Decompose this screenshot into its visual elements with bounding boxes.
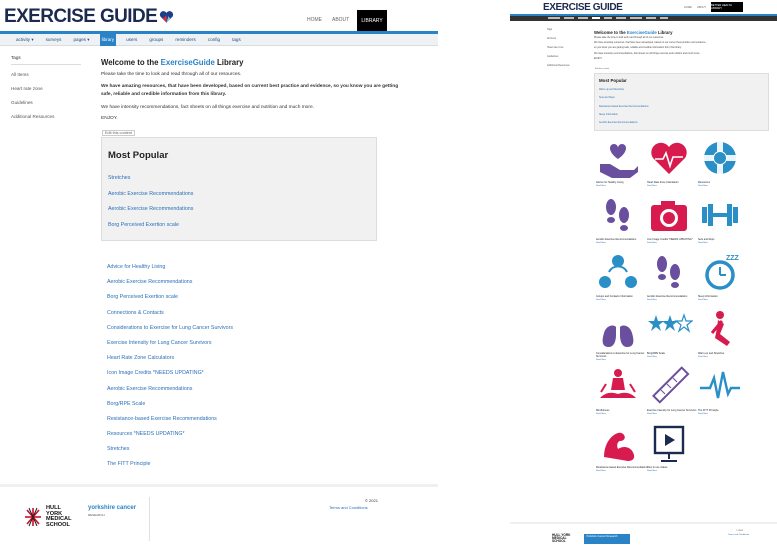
tags-sidebar <box>11 55 81 128</box>
stars-icon <box>647 309 693 351</box>
popular-link[interactable]: Aerobic Exercise Recommendations <box>108 206 194 212</box>
read-more-link[interactable]: Read More <box>647 185 657 187</box>
resource-tile[interactable] <box>647 366 699 424</box>
resource-tile[interactable] <box>596 138 648 196</box>
read-more-link[interactable]: Read More <box>596 359 606 361</box>
mini-most-popular <box>594 73 769 131</box>
most-popular-heading: Most Popular <box>108 150 169 161</box>
resource-link[interactable]: Icon Image Credits *NEEDS UPDATING* <box>107 370 204 377</box>
mini-popular-link: Warm-up and Stretches <box>599 88 625 91</box>
subnav-config[interactable]: config <box>207 36 221 42</box>
hands-heart-icon <box>596 138 642 180</box>
mini-popular-heading: Most Popular <box>599 78 627 83</box>
resource-tile[interactable] <box>698 309 750 367</box>
heart-pulse-icon <box>647 138 693 180</box>
mini-line: Please take the time to look and read through all of our resources. <box>594 36 664 39</box>
site-logo[interactable] <box>4 6 174 28</box>
yc-name: yorkshire cancer <box>88 505 137 511</box>
read-more-link[interactable]: Read More <box>698 356 708 358</box>
sidebar-item-guidelines[interactable]: Guidelines <box>11 100 33 105</box>
footer <box>0 484 438 556</box>
resource-tile-label: Borg/RPE Scale Read More <box>647 352 701 359</box>
sub-navigation <box>0 34 438 46</box>
resource-tile-label: Resistance-based Exercise Recommendations Read More <box>596 466 650 473</box>
heart-logo-icon <box>159 10 174 24</box>
yorkshire-cancer-logo <box>88 505 136 519</box>
resource-link[interactable]: Borg Perceived Exertion scale <box>107 294 178 301</box>
read-more-link[interactable]: Read More <box>698 242 708 244</box>
alarm-clock-icon <box>698 252 744 294</box>
read-more-link[interactable]: Read More <box>647 356 657 358</box>
hull-line: SCHOOL <box>46 521 70 528</box>
stretch-icon <box>698 309 744 351</box>
most-popular-box <box>101 137 377 241</box>
read-more-link[interactable]: Read More <box>647 299 657 301</box>
terms-link[interactable]: Terms and Conditions <box>329 505 368 510</box>
mini-sidebar-item: Guidelines <box>547 55 559 58</box>
mini-sidebar-item: Tags <box>547 28 553 31</box>
resource-tile-label: Advice for Healthy Living Read More <box>596 181 650 188</box>
resource-tile[interactable] <box>647 423 699 481</box>
mini-edit: Edit this content <box>595 68 610 70</box>
title-prefix: Welcome to the <box>101 58 161 67</box>
subnav-tags[interactable]: tags <box>232 36 241 42</box>
subnav-library[interactable]: library <box>100 34 117 46</box>
mini-terms: Terms and Conditions <box>728 534 750 536</box>
resource-link[interactable]: Aerobic Exercise Recommendations <box>107 385 193 392</box>
mini-logo: EXERCISE GUIDE <box>543 2 623 13</box>
mini-hull-logo: HULL YORK MEDICAL SCHOOL <box>552 533 571 544</box>
resource-tile-label: Warm-up and Stretches Read More <box>698 352 752 359</box>
nav-library[interactable]: LIBRARY <box>357 10 387 32</box>
resource-link[interactable]: Borg/RPE Scale <box>107 400 146 407</box>
mini-nav-home: HOME <box>684 6 692 9</box>
video-icon <box>647 423 693 465</box>
mini-popular-link: Sleep Information <box>599 112 618 116</box>
dumbbell-icon <box>698 195 744 237</box>
page-overview <box>510 0 777 556</box>
yc-sub: RESEARCH <box>88 513 105 517</box>
hull-york-logo <box>23 506 71 528</box>
sidebar-item-heart-rate-zone[interactable]: Heart rate zone <box>11 86 43 91</box>
intro-text-1: Please take the time to look and read through all of our resources. <box>101 72 242 77</box>
header <box>0 0 438 32</box>
mini-header <box>510 0 777 14</box>
resource-tile-label: Sleep Information Read More <box>698 295 752 302</box>
resource-list <box>107 264 233 477</box>
read-more-link[interactable]: Read More <box>698 413 708 415</box>
subnav-groups[interactable]: groups <box>149 36 164 42</box>
mini-line: ENJOY. <box>594 56 603 60</box>
mini-popular-link: Aerobic Exercise Recommendations <box>599 121 638 125</box>
title-brand: ExerciseGuide <box>160 58 215 67</box>
resource-link[interactable]: Exercise Intensity for Lung Cancer Survivors <box>107 339 212 346</box>
resource-tile-label: Aerobic Exercise Recommendations Read More <box>647 295 701 302</box>
mini-sidebar-item: All Items <box>547 37 557 40</box>
resource-tile-label: Groups and Contacts Information Read More <box>596 295 650 302</box>
mini-yc-logo: Yorkshire Cancer Research <box>584 534 630 544</box>
mini-copyright: © 2021 <box>736 530 744 532</box>
sidebar-item-all-items[interactable]: All Items <box>11 72 29 77</box>
subnav-surveys[interactable]: surveys <box>45 36 62 42</box>
title-suffix: Library <box>214 58 244 67</box>
resource-tile[interactable] <box>596 366 648 424</box>
mini-footer <box>510 522 777 556</box>
resource-tile[interactable] <box>647 195 699 253</box>
resource-link[interactable]: Heart Rate Zone Calculators <box>107 355 175 362</box>
resource-tile-label: Heart Rate Zone Calculators Read More <box>647 181 701 188</box>
pulse-line-icon <box>698 366 744 408</box>
mini-popular-link: Sets and Reps <box>599 96 615 100</box>
mini-popular-link: Resistance-based Exercise Recommendations <box>599 104 649 108</box>
mini-sidebar-item: Additional Resources <box>547 64 570 67</box>
footprints-icon <box>596 195 642 237</box>
resource-tile[interactable] <box>698 195 750 253</box>
mini-sidebar <box>547 28 570 73</box>
mini-nav-about: ABOUT <box>697 6 706 9</box>
flexed-arm-icon <box>596 423 642 465</box>
resource-link[interactable]: Resources *NEEDS UPDATING* <box>107 431 185 438</box>
resource-link[interactable]: Considerations to Exercise for Lung Cancer Survivors <box>107 324 234 331</box>
sidebar-heading: Tags <box>11 55 81 65</box>
resource-tile-label: Resources Read More <box>698 181 752 188</box>
resource-tile[interactable] <box>647 252 699 310</box>
resource-tile[interactable] <box>647 309 699 367</box>
resource-tile-label: The FITT Principle Read More <box>698 409 752 416</box>
resource-tile-label: Considerations to Exercise for Lung Cancer Survivors Read More <box>596 352 650 362</box>
read-more-link[interactable]: Read More <box>698 299 708 301</box>
mini-title-prefix: Welcome to the <box>594 30 627 35</box>
resource-tile[interactable] <box>698 366 750 424</box>
intro-text-2: We have amazing resources, that have been developed, based on current best practice and evidence, so you know you are getting safe, reliable and credible information from this library. <box>101 84 399 97</box>
resource-link[interactable]: Stretches <box>107 446 130 453</box>
svg-text:ZZZ: ZZZ <box>726 255 739 262</box>
read-more-link[interactable]: Read More <box>698 185 708 187</box>
popular-link[interactable]: Aerobic Exercise Recommendations <box>108 190 194 197</box>
lifebuoy-icon <box>698 138 744 180</box>
resource-tile[interactable] <box>596 195 648 253</box>
footer-divider <box>149 497 150 541</box>
read-more-link[interactable]: Read More <box>647 470 657 472</box>
subnav-users[interactable]: users <box>126 36 138 42</box>
hull-line: HULL <box>46 505 61 511</box>
hull-line: MEDICAL <box>46 516 72 523</box>
mini-nav-library: BETTER HEALTH LIBRARY <box>711 2 743 12</box>
mini-title-brand: ExerciseGuide <box>626 30 657 35</box>
read-more-link[interactable]: Read More <box>596 413 606 415</box>
resource-tile[interactable] <box>698 252 750 310</box>
read-more-link[interactable]: Read More <box>596 299 606 301</box>
read-more-link[interactable]: Read More <box>647 242 657 244</box>
mini-title-suffix: Library <box>656 30 673 35</box>
library-intro <box>101 58 401 121</box>
resource-tile[interactable] <box>596 252 648 310</box>
mini-line: We have amazing resources, that have been developed, based on our current best practice and evidence, <box>594 41 707 45</box>
copyright: © 2021 <box>365 498 378 503</box>
resource-tile[interactable] <box>698 138 750 196</box>
resource-tile-label: Icon Image Credits *NEEDS UPDATING* Read More <box>647 238 701 245</box>
mini-line: We have intensity recommendations, fact sheets on all things exercise and nutrition and much more. <box>594 51 701 55</box>
read-more-link[interactable]: Read More <box>596 185 606 187</box>
page-title <box>101 58 401 67</box>
resource-tile-label: Sets and Reps Read More <box>698 238 752 245</box>
resource-tile-label: Exercise Intensity for Lung Cancer Survivors Read More <box>647 409 701 416</box>
resource-tile[interactable] <box>647 138 699 196</box>
mini-subnav <box>510 16 777 21</box>
subnav-pages[interactable]: pages ▾ <box>73 36 90 42</box>
nav-about[interactable]: ABOUT <box>332 17 350 23</box>
resource-tile[interactable] <box>596 423 648 481</box>
nav-home[interactable]: HOME <box>307 17 322 23</box>
hull-york-emblem-icon <box>23 506 43 528</box>
sidebar-item-additional-resources[interactable]: Additional Resources <box>11 114 55 119</box>
mini-intro <box>594 36 746 62</box>
hull-york-text <box>46 506 71 528</box>
intro-text-4: ENJOY. <box>101 116 118 121</box>
read-more-link[interactable]: Read More <box>596 242 606 244</box>
resource-tile-label: How to use videos Read More <box>647 466 701 473</box>
logo-text: EXERCISE GUIDE <box>4 6 158 27</box>
mini-title <box>594 30 673 35</box>
read-more-link[interactable]: Read More <box>596 470 606 472</box>
camera-icon <box>647 195 693 237</box>
resource-tile-label: Mindfulness Read More <box>596 409 650 416</box>
people-network-icon <box>596 252 642 294</box>
subnav-reminders[interactable]: reminders <box>175 36 196 42</box>
intro-text-3: We have intensity recommendations, fact sheets on all things exercise and nutrition and much more. <box>101 105 314 110</box>
ruler-icon <box>647 366 693 408</box>
resource-link[interactable]: Connections & Contacts <box>107 309 164 316</box>
subnav-activity[interactable]: activity ▾ <box>16 36 34 42</box>
mini-sidebar-item: Heart rate zone <box>547 46 564 49</box>
popular-link[interactable]: Stretches <box>108 175 131 181</box>
popular-link[interactable]: Borg Perceived Exertion scale <box>108 221 179 228</box>
lungs-icon <box>596 309 642 351</box>
resource-tile[interactable] <box>596 309 648 367</box>
resource-link[interactable]: Resistance-based Exercise Recommendations <box>107 415 217 422</box>
hull-line: YORK <box>46 510 63 517</box>
edit-content-button[interactable]: Edit this content <box>102 130 135 136</box>
resource-tile-label: Aerobic Exercise Recommendations Read More <box>596 238 650 245</box>
resource-link[interactable]: Aerobic Exercise Recommendations <box>107 279 193 286</box>
read-more-link[interactable]: Read More <box>647 413 657 415</box>
meditation-icon <box>596 366 642 408</box>
footprints-icon <box>647 252 693 294</box>
resource-link[interactable]: Advice for Healthy Living <box>107 264 166 270</box>
resource-link[interactable]: The FITT Principle <box>107 461 151 468</box>
mini-line: so you know you are getting safe, reliable and credible information from this library. <box>594 46 682 50</box>
